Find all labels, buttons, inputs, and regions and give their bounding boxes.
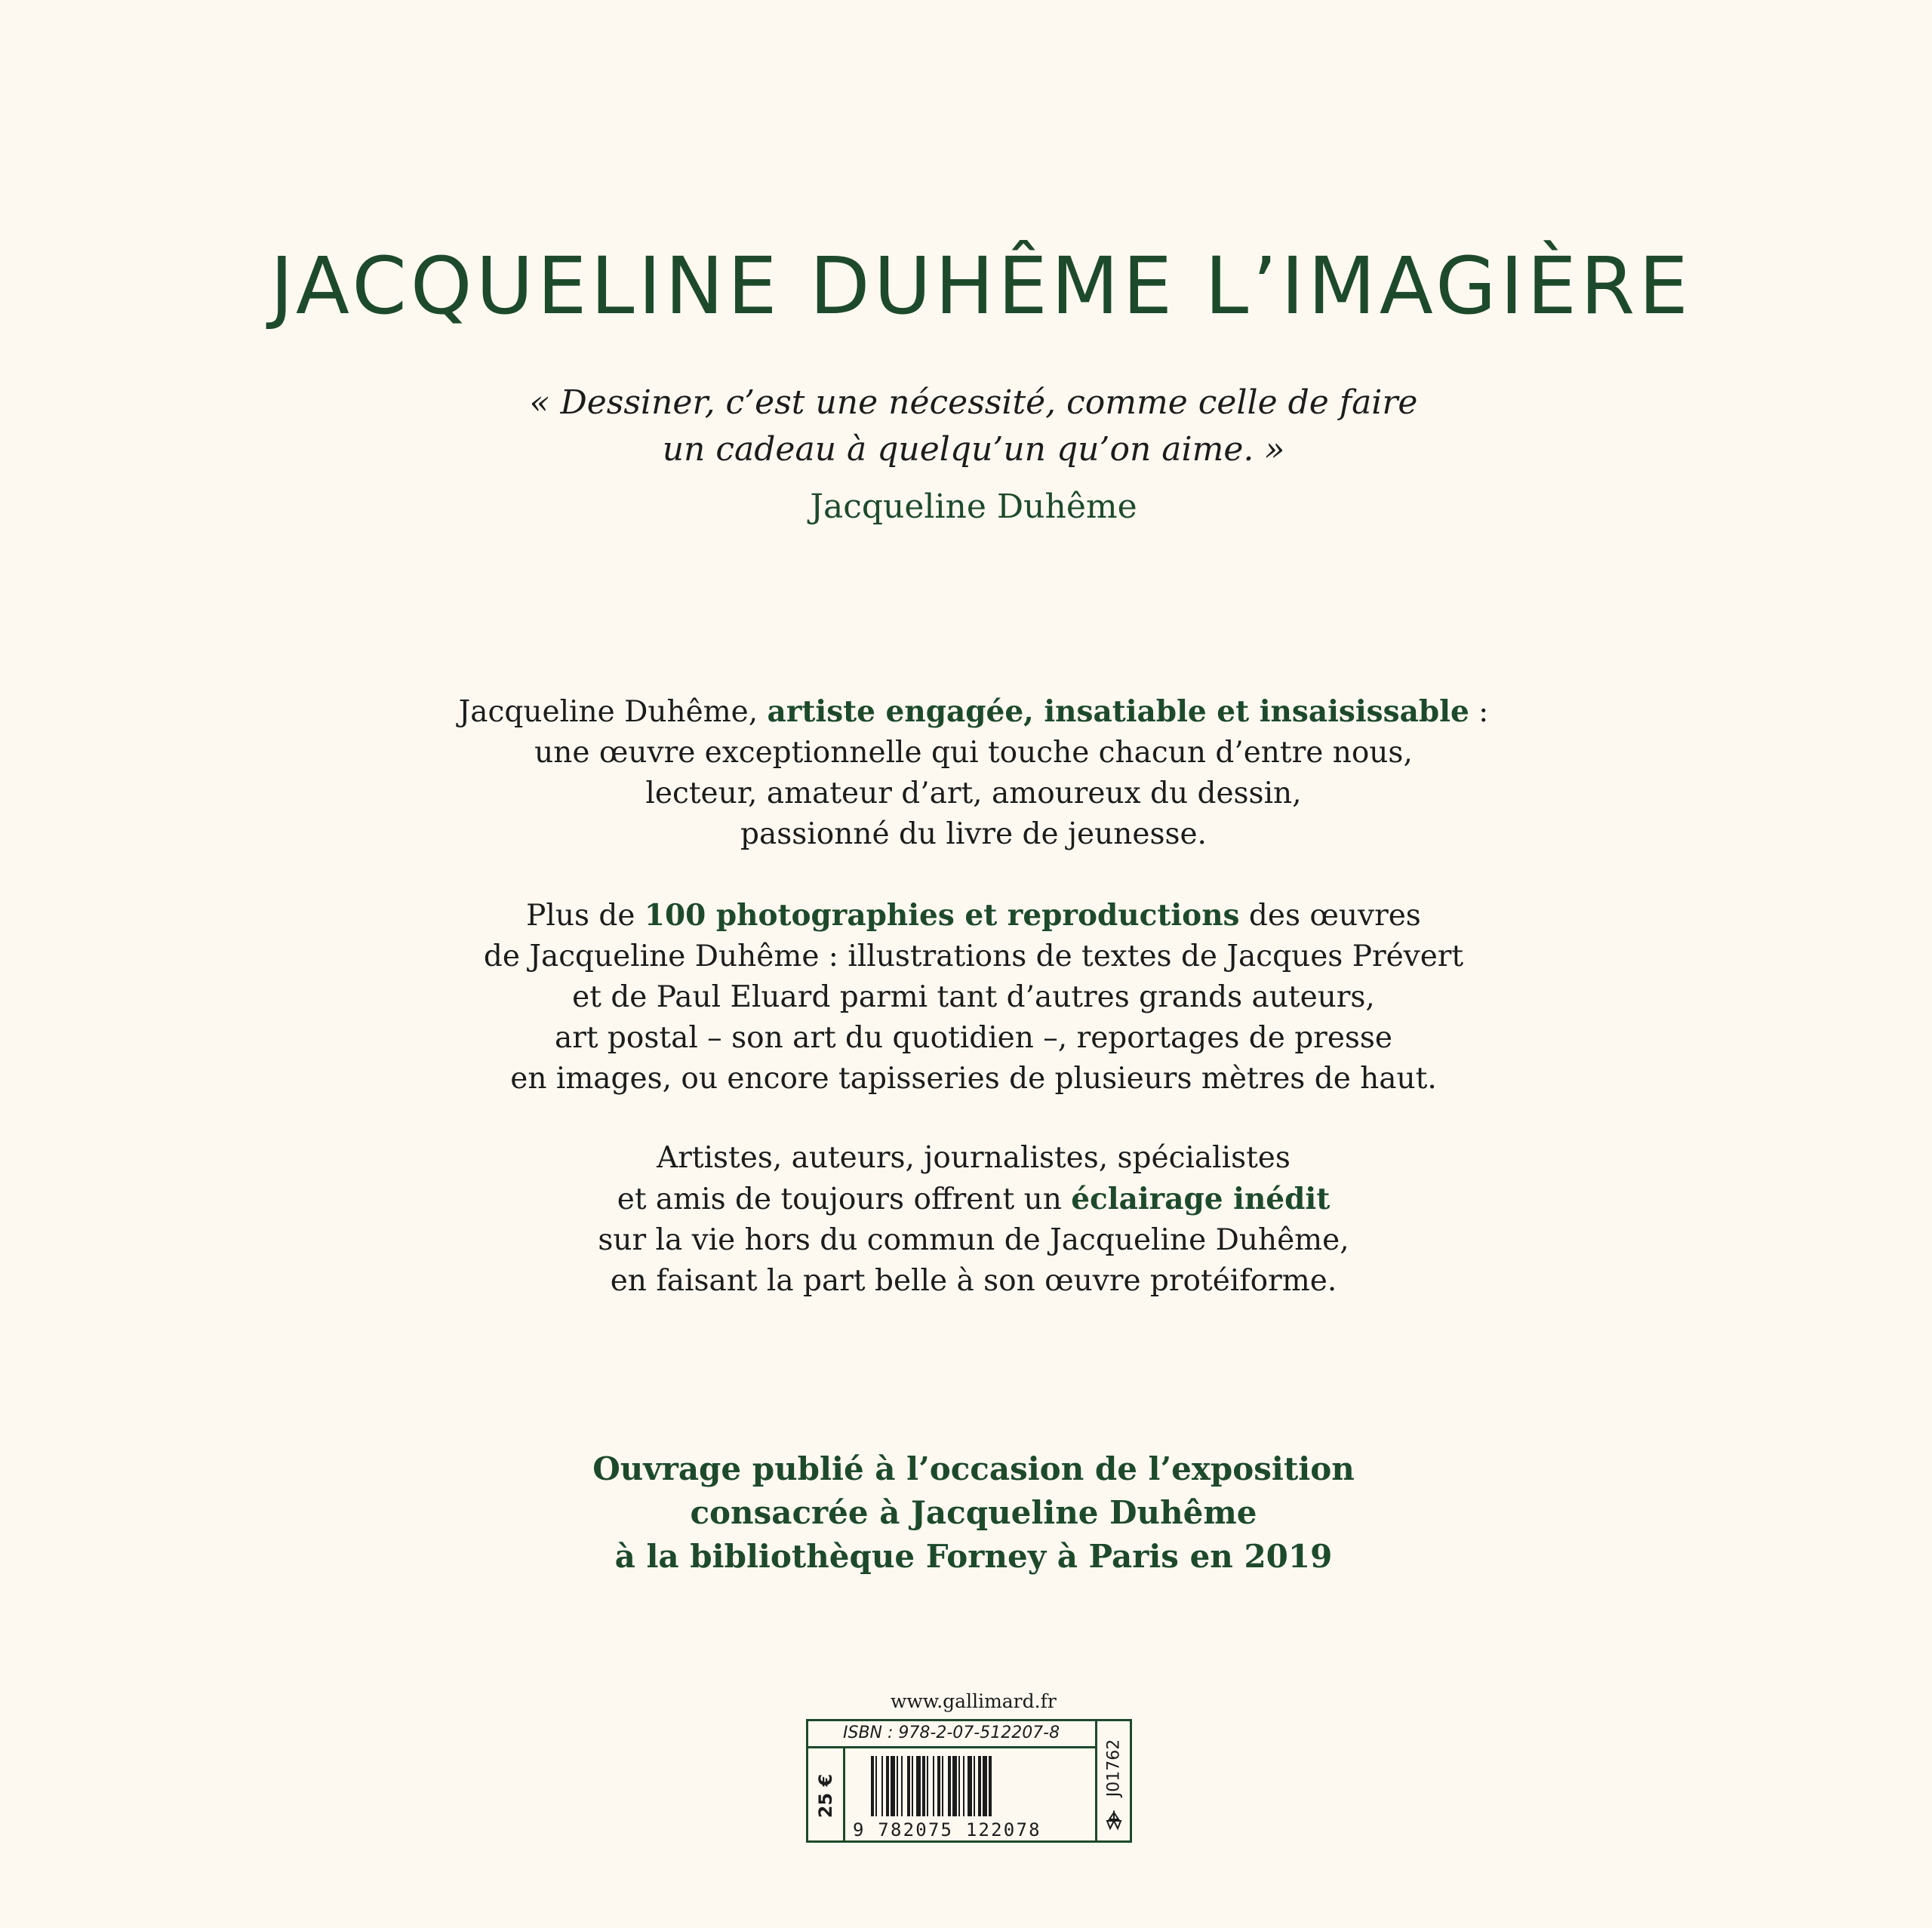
text-run: Plus de	[526, 899, 645, 933]
mention-line: à la bibliothèque Forney à Paris en 2019	[614, 1538, 1333, 1575]
highlighted-text: 100 photographies et reproductions	[644, 898, 1240, 933]
book-title: JACQUELINE DUHÊME L’IMAGIÈRE	[270, 240, 1692, 332]
price-text: 25 €	[815, 1773, 836, 1818]
paragraph-line: art postal – son art du quotidien –, reportages de presse	[554, 1021, 1393, 1055]
text-run: Jacqueline Duhême,	[458, 695, 768, 729]
barcode-panel	[806, 1719, 1132, 1843]
paragraph-line: Artistes, auteurs, journalistes, spécialistes	[657, 1141, 1291, 1175]
paragraph-line: passionné du livre de jeunesse.	[740, 817, 1207, 851]
quote-author: Jacqueline Duhême	[810, 487, 1137, 526]
text-run: des œuvres	[1239, 899, 1421, 933]
quote-line: « Dessiner, c’est une nécessité, comme celle de faire	[529, 383, 1418, 422]
text-run: et amis de toujours offrent un	[617, 1182, 1072, 1216]
highlighted-text: artiste engagée, insatiable et insaisissable	[767, 694, 1469, 729]
price-cell	[808, 1748, 845, 1843]
publisher-logo-icon	[1103, 1810, 1124, 1831]
text-run: :	[1469, 695, 1489, 729]
highlighted-text: éclairage inédit	[1071, 1182, 1331, 1216]
mention-line: consacrée à Jacqueline Duhême	[690, 1494, 1257, 1531]
description-paragraph-1	[0, 691, 1932, 855]
paragraph-line: une œuvre exceptionnelle qui touche chacun d’entre nous,	[534, 736, 1413, 770]
description-paragraph-2	[0, 895, 1932, 1099]
paragraph-line: de Jacqueline Duhême : illustrations de textes de Jacques Prévert	[483, 939, 1464, 973]
isbn-cell	[808, 1721, 1097, 1748]
product-code-cell	[1097, 1721, 1130, 1840]
paragraph-line: en faisant la part belle à son œuvre protéiforme.	[610, 1264, 1337, 1298]
epigraph-quote	[0, 380, 1932, 473]
paragraph-line	[0, 1179, 1932, 1220]
paragraph-line: en images, ou encore tapisseries de plusieurs mètres de haut.	[510, 1062, 1437, 1096]
paragraph-line: lecteur, amateur d’art, amoureux du dessin,	[645, 776, 1302, 810]
paragraph-line	[0, 691, 1932, 733]
description-paragraph-3	[0, 1138, 1932, 1302]
paragraph-line: sur la vie hors du commun de Jacqueline Duhême,	[598, 1223, 1349, 1257]
publisher-website[interactable]: www.gallimard.fr	[891, 1690, 1057, 1712]
paragraph-line	[0, 895, 1932, 936]
barcode-number: 9 782075 122078	[853, 1819, 1041, 1840]
barcode-cell	[845, 1748, 1097, 1843]
barcode-icon	[869, 1756, 1088, 1816]
exhibition-mention	[0, 1447, 1932, 1579]
mention-line: Ouvrage publié à l’occasion de l’exposition	[592, 1450, 1355, 1487]
product-code: J01762	[1104, 1739, 1123, 1797]
quote-line: un cadeau à quelqu’un qu’on aime. »	[662, 430, 1285, 469]
paragraph-line: et de Paul Eluard parmi tant d’autres grands auteurs,	[572, 980, 1375, 1014]
isbn-text: ISBN : 978-2-07-512207-8	[843, 1724, 1060, 1742]
